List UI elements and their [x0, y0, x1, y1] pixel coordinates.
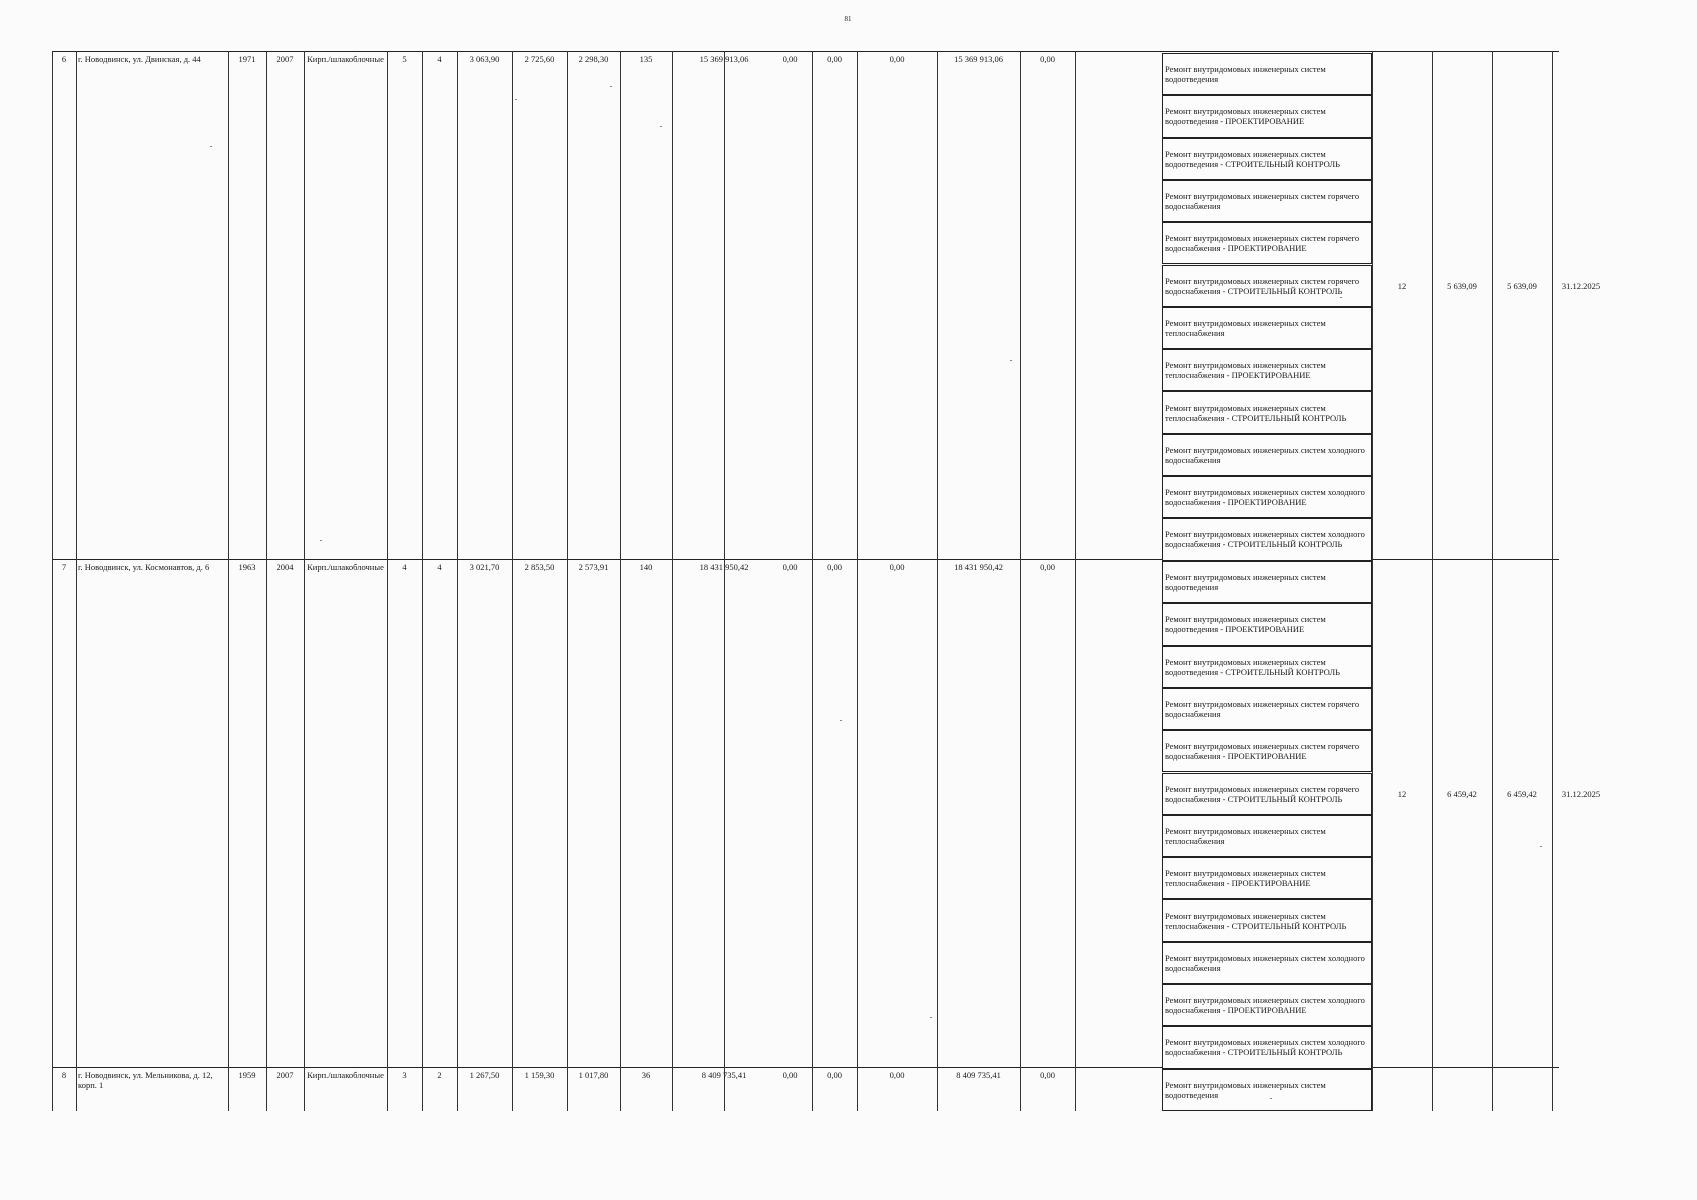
work-item — [1162, 476, 1372, 518]
work-item — [1162, 53, 1372, 95]
work-item — [1162, 815, 1372, 857]
cell-material: Кирп./шлакоблочные — [307, 562, 384, 572]
work-item-label: Ремонт внутридомовых инженерных систем водоотведения — [1165, 572, 1326, 593]
work-item-label: Ремонт внутридомовых инженерных систем холодного водоснабжения — [1165, 444, 1365, 465]
cell-floors: 3 — [402, 1070, 407, 1080]
column-divider — [304, 51, 305, 1111]
work-item-label: Ремонт внутридомовых инженерных систем теплоснабжения — [1165, 825, 1326, 846]
cell-fund-federal: 0,00 — [782, 1070, 798, 1080]
cell-area-living: 2 725,60 — [524, 54, 555, 64]
column-divider — [387, 51, 388, 1111]
cell-fund-local: 0,00 — [889, 562, 905, 572]
cell-year-repair: 2007 — [276, 1070, 294, 1080]
work-item-label: Ремонт внутридомовых инженерных систем теплоснабжения - ПРОЕКТИРОВАНИЕ — [1165, 360, 1326, 381]
cell-cost-total: 8 409 735,41 — [701, 1070, 747, 1080]
cell-entrances: 4 — [437, 54, 442, 64]
cell-area-living: 1 159,30 — [524, 1070, 555, 1080]
column-divider — [266, 51, 267, 1111]
work-item — [1162, 518, 1372, 560]
work-item-label: Ремонт внутридомовых инженерных систем водоотведения — [1165, 1080, 1326, 1100]
column-divider — [52, 51, 53, 1111]
cell-months: 12 — [1397, 789, 1407, 799]
cell-year-repair: 2007 — [276, 54, 294, 64]
cell-fund-local: 0,00 — [889, 1070, 905, 1080]
column-divider — [228, 51, 229, 1111]
scan-speck — [210, 146, 212, 147]
cell-year-built: 1959 — [238, 1070, 256, 1080]
cell-floors: 5 — [402, 54, 407, 64]
cell-area-owned: 2 573,91 — [578, 562, 609, 572]
scan-speck — [1010, 360, 1012, 361]
cell-material: Кирп./шлакоблочные — [307, 1070, 384, 1080]
cell-unit-cost: 5 639,09 — [1447, 281, 1477, 291]
column-divider — [422, 51, 423, 1111]
work-item — [1162, 773, 1372, 815]
cell-fund-regional: 0,00 — [827, 562, 842, 572]
column-divider — [512, 51, 513, 1111]
cell-num: 6 — [61, 54, 67, 64]
cell-fund-owners: 8 409 735,41 — [956, 1070, 1001, 1080]
cell-fund-other: 0,00 — [1040, 562, 1055, 572]
cell-residents: 140 — [639, 562, 653, 572]
cell-area-living: 2 853,50 — [524, 562, 555, 572]
cell-cost-total: 15 369 913,06 — [699, 54, 749, 64]
work-item — [1162, 138, 1372, 180]
work-item-label: Ремонт внутридомовых инженерных систем теплоснабжения — [1165, 317, 1326, 338]
work-item-label: Ремонт внутридомовых инженерных систем водоотведения - СТРОИТЕЛЬНЫЙ КОНТРОЛЬ — [1165, 656, 1341, 677]
column-divider — [1432, 51, 1433, 1111]
work-item — [1162, 730, 1372, 772]
cell-year-built: 1971 — [238, 54, 256, 64]
work-item — [1162, 95, 1372, 137]
cell-fund-local: 0,00 — [889, 54, 905, 64]
column-divider — [1492, 51, 1493, 1111]
column-divider — [1020, 51, 1021, 1111]
work-item-label: Ремонт внутридомовых инженерных систем горячего водоснабжения - СТРОИТЕЛЬНЫЙ КОНТРОЛЬ — [1165, 275, 1360, 296]
cell-address: г. Новодвинск, ул. Космонавтов, д. 6 — [78, 562, 210, 572]
work-item — [1162, 688, 1372, 730]
work-item-label: Ремонт внутридомовых инженерных систем холодного водоснабжения - СТРОИТЕЛЬНЫЙ КОНТРОЛЬ — [1165, 529, 1365, 550]
column-divider — [1552, 51, 1553, 1111]
cell-unit-cost-max: 5 639,09 — [1507, 281, 1537, 291]
cell-fund-other: 0,00 — [1040, 1070, 1055, 1080]
scan-speck — [840, 720, 842, 721]
cell-year-built: 1963 — [238, 562, 256, 572]
work-item-label: Ремонт внутридомовых инженерных систем теплоснабжения - СТРОИТЕЛЬНЫЙ КОНТРОЛЬ — [1165, 402, 1347, 423]
column-divider — [672, 51, 673, 1111]
work-item-label: Ремонт внутридомовых инженерных систем горячего водоснабжения - СТРОИТЕЛЬНЫЙ КОНТРОЛЬ — [1165, 783, 1360, 804]
work-item — [1162, 984, 1372, 1026]
cell-year-repair: 2004 — [276, 562, 294, 572]
cell-num: 7 — [61, 562, 67, 572]
work-item-label: Ремонт внутридомовых инженерных систем горячего водоснабжения - ПРОЕКТИРОВАНИЕ — [1165, 233, 1360, 254]
scan-speck — [610, 86, 612, 87]
column-divider — [1075, 51, 1076, 1111]
work-item — [1162, 942, 1372, 984]
cell-cost-total: 18 431 950,42 — [699, 562, 749, 572]
column-divider — [937, 51, 938, 1111]
cell-fund-federal: 0,00 — [782, 54, 798, 64]
scan-speck — [1340, 297, 1342, 298]
column-divider — [724, 51, 725, 1111]
work-item — [1162, 307, 1372, 349]
work-item — [1162, 434, 1372, 476]
column-divider — [457, 51, 458, 1111]
cell-address: г. Новодвинск, ул. Мельникова, д. 12, корп. 1 — [78, 1070, 213, 1090]
work-item-label: Ремонт внутридомовых инженерных систем водоотведения - СТРОИТЕЛЬНЫЙ КОНТРОЛЬ — [1165, 148, 1341, 169]
work-item — [1162, 603, 1372, 645]
repair-program-table — [52, 51, 1601, 1111]
cell-deadline: 31.12.2025 — [1561, 789, 1601, 799]
cell-entrances: 2 — [437, 1070, 442, 1080]
cell-fund-other: 0,00 — [1040, 54, 1055, 64]
cell-material: Кирп./шлакоблочные — [307, 54, 384, 64]
scan-speck — [1270, 1098, 1272, 1099]
work-item — [1162, 222, 1372, 264]
work-item — [1162, 646, 1372, 688]
scan-speck — [930, 1017, 932, 1018]
column-divider — [857, 51, 858, 1111]
work-item-label: Ремонт внутридомовых инженерных систем теплоснабжения - СТРОИТЕЛЬНЫЙ КОНТРОЛЬ — [1165, 910, 1347, 931]
work-item — [1162, 1069, 1372, 1111]
scan-speck — [320, 540, 322, 541]
column-divider — [1372, 51, 1373, 1111]
row-divider — [52, 51, 1559, 52]
work-item-label: Ремонт внутридомовых инженерных систем холодного водоснабжения - СТРОИТЕЛЬНЫЙ КОНТРОЛЬ — [1165, 1037, 1365, 1058]
cell-area-total: 3 021,70 — [469, 562, 500, 572]
cell-fund-owners: 18 431 950,42 — [954, 562, 1003, 572]
cell-floors: 4 — [402, 562, 407, 572]
cell-deadline: 31.12.2025 — [1561, 281, 1601, 291]
cell-fund-federal: 0,00 — [782, 562, 798, 572]
work-item-label: Ремонт внутридомовых инженерных систем холодного водоснабжения - ПРОЕКТИРОВАНИЕ — [1165, 995, 1365, 1016]
work-item — [1162, 265, 1372, 307]
work-item — [1162, 561, 1372, 603]
cell-months: 12 — [1397, 281, 1407, 291]
scan-speck — [1540, 846, 1542, 847]
work-item-label: Ремонт внутридомовых инженерных систем водоотведения - ПРОЕКТИРОВАНИЕ — [1165, 106, 1326, 127]
work-item — [1162, 349, 1372, 391]
work-item-label: Ремонт внутридомовых инженерных систем водоотведения - ПРОЕКТИРОВАНИЕ — [1165, 614, 1326, 635]
page-number: 81 — [844, 15, 852, 23]
work-item — [1162, 391, 1372, 433]
cell-address: г. Новодвинск, ул. Двинская, д. 44 — [78, 54, 201, 64]
column-divider — [620, 51, 621, 1111]
cell-area-owned: 2 298,30 — [578, 54, 609, 64]
cell-entrances: 4 — [437, 562, 442, 572]
cell-area-owned: 1 017,80 — [578, 1070, 609, 1080]
column-divider — [812, 51, 813, 1111]
cell-unit-cost: 6 459,42 — [1447, 789, 1477, 799]
work-item — [1162, 1026, 1372, 1068]
column-divider — [567, 51, 568, 1111]
cell-area-total: 1 267,50 — [469, 1070, 500, 1080]
work-item-label: Ремонт внутридомовых инженерных систем холодного водоснабжения - ПРОЕКТИРОВАНИЕ — [1165, 487, 1365, 508]
work-item-label: Ремонт внутридомовых инженерных систем горячего водоснабжения — [1165, 191, 1360, 212]
work-item-label: Ремонт внутридомовых инженерных систем теплоснабжения - ПРОЕКТИРОВАНИЕ — [1165, 868, 1326, 889]
cell-residents: 135 — [639, 54, 653, 64]
cell-residents: 36 — [641, 1070, 651, 1080]
work-item-label: Ремонт внутридомовых инженерных систем холодного водоснабжения — [1165, 952, 1365, 973]
work-item — [1162, 899, 1372, 941]
work-item-label: Ремонт внутридомовых инженерных систем горячего водоснабжения — [1165, 699, 1360, 720]
cell-unit-cost-max: 6 459,42 — [1507, 789, 1537, 799]
column-divider — [76, 51, 77, 1111]
cell-fund-owners: 15 369 913,06 — [954, 54, 1003, 64]
work-item-label: Ремонт внутридомовых инженерных систем водоотведения — [1165, 64, 1326, 85]
cell-num: 8 — [61, 1070, 67, 1080]
work-item-label: Ремонт внутридомовых инженерных систем горячего водоснабжения - ПРОЕКТИРОВАНИЕ — [1165, 741, 1360, 762]
cell-fund-regional: 0,00 — [827, 54, 842, 64]
cell-fund-regional: 0,00 — [827, 1070, 842, 1080]
work-item — [1162, 180, 1372, 222]
cell-area-total: 3 063,90 — [469, 54, 500, 64]
work-item — [1162, 857, 1372, 899]
scan-speck — [515, 99, 517, 100]
scan-speck — [660, 126, 662, 127]
